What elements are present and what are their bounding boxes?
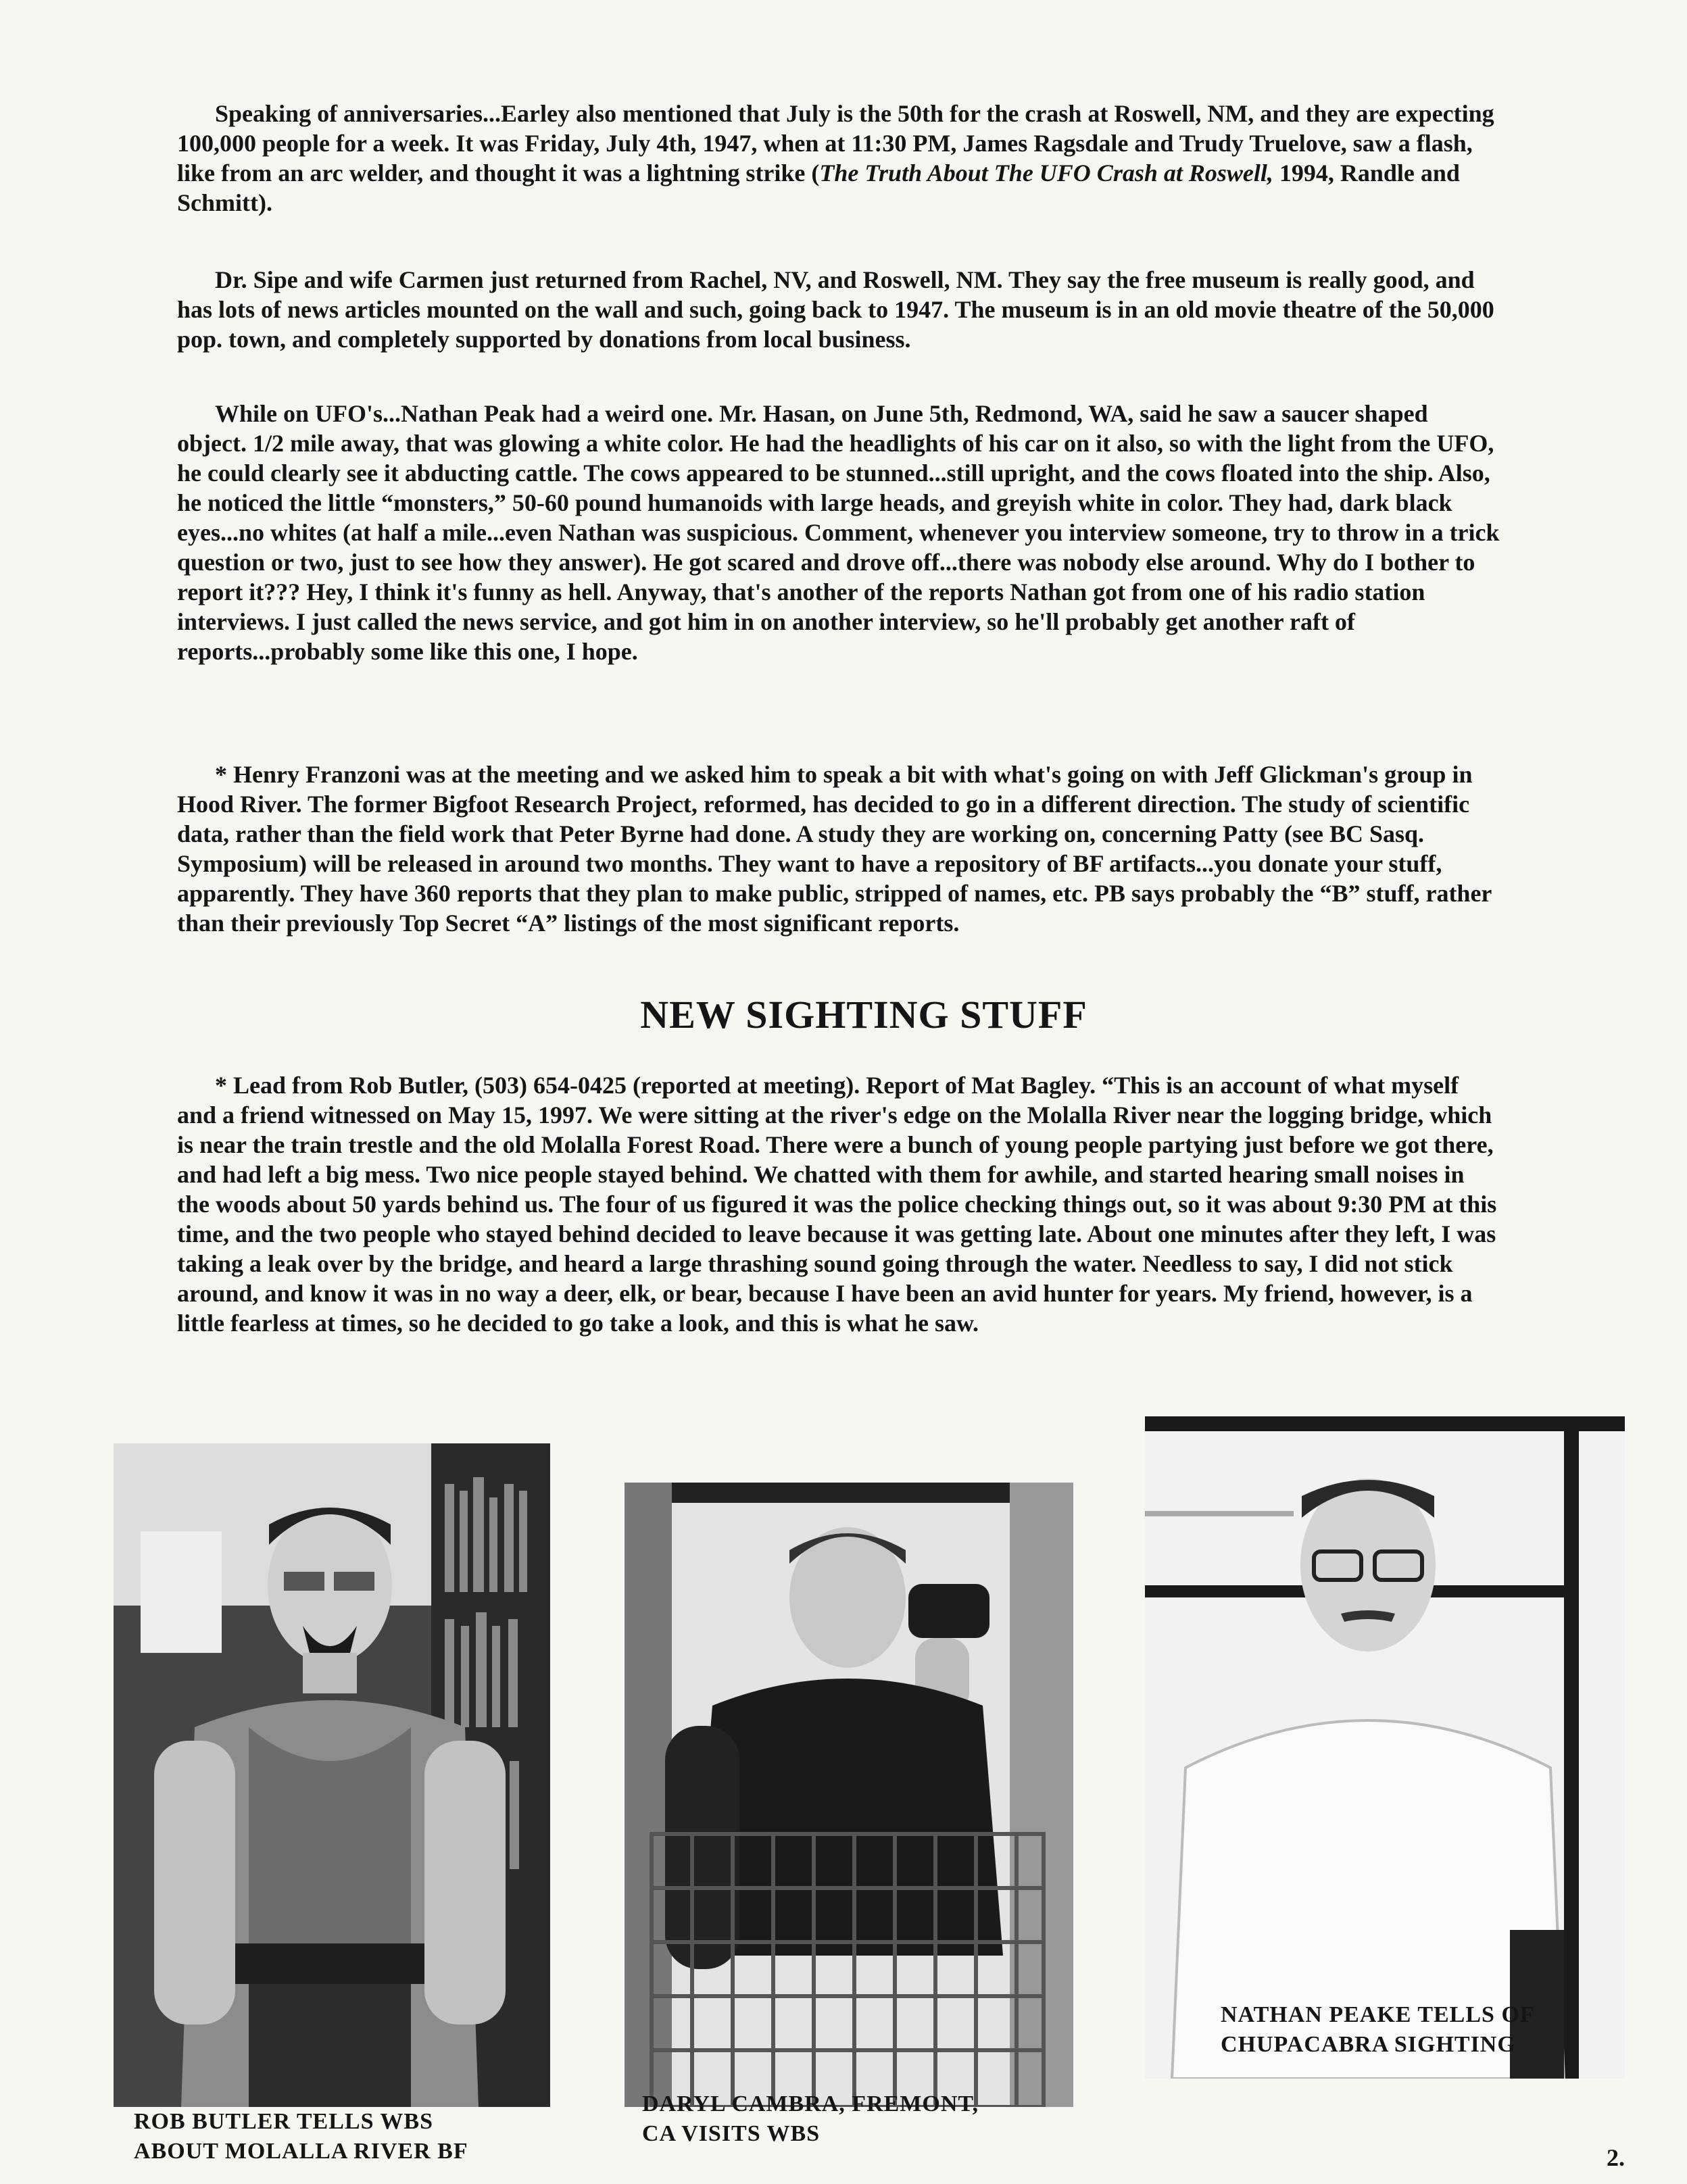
caption-nathan-peake-line2: CHUPACABRA SIGHTING bbox=[1221, 2032, 1516, 2057]
caption-rob-butler-line2: ABOUT MOLALLA RIVER BF bbox=[134, 2139, 468, 2164]
photo-rob-butler-image bbox=[114, 1443, 550, 2107]
paragraph-ufo-report bbox=[177, 399, 1502, 666]
caption-daryl-cambra-line1: DARYL CAMBRA, FREMONT, bbox=[642, 2091, 979, 2116]
p4-text: * Henry Franzoni was at the meeting and we asked him to speak a bit with what's going on with Jeff Glickman's group in Hood River. The former Bigfoot Research Project, reformed, has decided to go in a different direction. The study of scientific data, rather than the field work that Peter Byrne had done. A study they are working on, concerning Patty (see BC Sasq. Symposium) will be released in around two months. They want to have a repository of BF artifacts...you donate your stuff, apparently. They have 360 reports that they plan to make public, stripped of names, etc. PB says probably the “B” stuff, rather than their previously Top Secret “A” listings of the most significant reports. bbox=[177, 761, 1492, 937]
caption-daryl-cambra-line2: CA VISITS WBS bbox=[642, 2121, 821, 2146]
caption-rob-butler-line1: ROB BUTLER TELLS WBS bbox=[134, 2109, 433, 2134]
section-heading: NEW SIGHTING STUFF bbox=[640, 993, 1087, 1037]
photo-rob-butler bbox=[114, 1443, 550, 2107]
p2-text: Dr. Sipe and wife Carmen just returned from Rachel, NV, and Roswell, NM. They say the free museum is really good, and has lots of news articles mounted on the wall and such, going back to 1947. The museum is in an old movie theatre of the 50,000 pop. town, and completely supported by donations from local business. bbox=[177, 266, 1494, 353]
p1-book-title: The Truth About The UFO Crash at Roswell, bbox=[819, 159, 1273, 187]
p3-text: While on UFO's...Nathan Peak had a weird one. Mr. Hasan, on June 5th, Redmond, WA, said he saw a saucer shaped object. 1/2 mile away, that was glowing a white color. He had the headlights of his car on it also, so with the light from the UFO, he could clearly see it abducting cattle. The cows appeared to be stunned...still upright, and the cows floated into the ship. Also, he noticed the little “monsters,” 50-60 pound humanoids with large heads, and greyish white in color. They had, dark black eyes...no whites (at half a mile...even Nathan was suspicious. Comment, whenever you interview someone, try to throw in a trick question or two, just to see how they answer). He got scared and drove off...there was nobody else around. Why do I bother to report it??? Hey, I think it's funny as hell. Anyway, that's another of the reports Nathan got from one of his radio station interviews. I just called the news service, and got him in on another interview, so he'll probably get another raft of reports...probably some like this one, I hope. bbox=[177, 400, 1500, 665]
paragraph-museum bbox=[177, 265, 1502, 354]
caption-daryl-cambra bbox=[642, 2089, 979, 2149]
paragraph-roswell-anniversary bbox=[177, 99, 1502, 218]
caption-nathan-peake-line1: NATHAN PEAKE TELLS OF bbox=[1221, 2002, 1535, 2027]
caption-nathan-peake bbox=[1221, 2000, 1535, 2060]
p1-tail: 1994, Randle and Schmitt). bbox=[177, 159, 1460, 216]
paragraph-franzoni bbox=[177, 760, 1502, 938]
caption-rob-butler bbox=[134, 2107, 468, 2166]
p1-lead: Speaking of anniversaries...Earley also mentioned that July is the 50th for the crash at Roswell, NM, and they are expecting 100,000 people for a week. It was Friday, July 4th, 1947, when at 11:30 PM, James Ragsdale and Trudy Truelove, saw a flash, like from an arc welder, and thought it was a lightning strike ( bbox=[177, 100, 1494, 187]
photo-nathan-peake-image bbox=[1145, 1416, 1625, 2079]
photo-daryl-cambra bbox=[625, 1483, 1073, 2107]
photo-daryl-cambra-image bbox=[625, 1483, 1073, 2107]
paragraph-sighting-lead bbox=[177, 1070, 1502, 1338]
p5-text: * Lead from Rob Butler, (503) 654-0425 (reported at meeting). Report of Mat Bagley. “This is an account of what myself and a friend witnessed on May 15, 1997. We were sitting at the river's edge on the Molalla River near the logging bridge, which is near the train trestle and the old Molalla Forest Road. There were a bunch of young people partying just before we got there, and had left a big mess. Two nice people stayed behind. We chatted with them for awhile, and started hearing small noises in the woods about 50 yards behind us. The four of us figured it was the police checking things out, so it was about 9:30 PM at this time, and the two people who stayed behind decided to leave because it was getting late. About one minutes after they left, I was taking a leak over by the bridge, and heard a large thrashing sound going through the water. Needless to say, I did not stick around, and know it was in no way a deer, elk, or bear, because I have been an avid hunter for years. My friend, however, is a little fearless at times, so he decided to go take a look, and this is what he saw. bbox=[177, 1072, 1497, 1337]
photo-nathan-peake bbox=[1145, 1416, 1625, 2079]
page-number: 2. bbox=[1607, 2144, 1625, 2171]
